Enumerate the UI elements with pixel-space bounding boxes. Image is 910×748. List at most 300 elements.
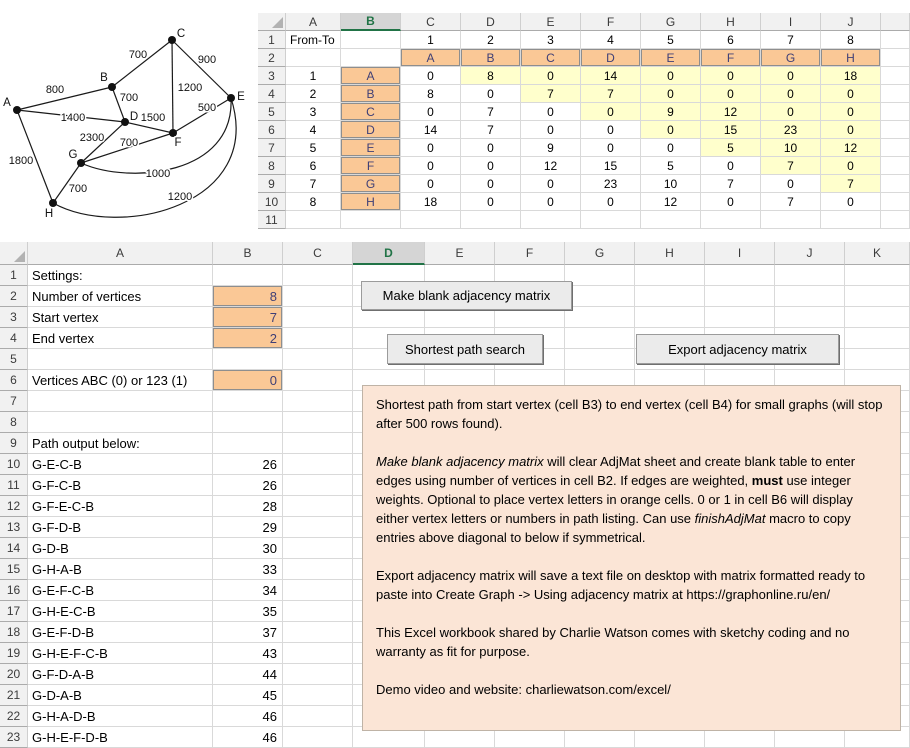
cell[interactable]: 0	[761, 67, 821, 85]
cell[interactable]: 4	[581, 31, 641, 49]
cell[interactable]	[705, 265, 775, 286]
row-header-8[interactable]: 8	[0, 412, 28, 433]
cell-B15[interactable]: 33	[213, 559, 283, 580]
info-text-segment: Demo video and website: charliewatson.com/excel/	[376, 682, 671, 697]
row-header-11[interactable]: 11	[0, 475, 28, 496]
cell[interactable]: 0	[581, 193, 641, 211]
cell-B1[interactable]	[213, 265, 283, 286]
cell[interactable]	[283, 475, 353, 496]
cell[interactable]: 18	[401, 193, 461, 211]
cell-B2[interactable]: 8	[213, 286, 283, 307]
cell[interactable]: 8	[821, 31, 881, 49]
cell[interactable]	[881, 139, 910, 157]
cell-A7[interactable]	[28, 391, 213, 412]
cell[interactable]	[565, 307, 635, 328]
cell[interactable]	[881, 211, 910, 229]
cell[interactable]: 0	[521, 121, 581, 139]
column-header-J[interactable]: J	[821, 13, 881, 31]
cell[interactable]: 1	[401, 31, 461, 49]
row-header-16[interactable]: 16	[0, 580, 28, 601]
cell[interactable]: 7	[286, 175, 341, 193]
cell-B20[interactable]: 44	[213, 664, 283, 685]
cell[interactable]: 0	[521, 103, 581, 121]
cell-B6[interactable]: 0	[213, 370, 283, 391]
column-header-J[interactable]: J	[775, 242, 845, 265]
column-header-C[interactable]: C	[401, 13, 461, 31]
cell[interactable]: From-To	[286, 31, 341, 49]
row-header-14[interactable]: 14	[0, 538, 28, 559]
cell-B3[interactable]: 7	[213, 307, 283, 328]
cell[interactable]: 7	[761, 31, 821, 49]
cell[interactable]	[283, 370, 353, 391]
cell[interactable]: 0	[401, 103, 461, 121]
cell[interactable]	[425, 307, 495, 328]
cell[interactable]: D	[581, 49, 641, 67]
cell[interactable]: 0	[461, 139, 521, 157]
cell[interactable]: 0	[821, 193, 881, 211]
cell[interactable]: 0	[821, 85, 881, 103]
cell[interactable]: 0	[461, 157, 521, 175]
cell[interactable]: 0	[461, 175, 521, 193]
table-row	[258, 31, 910, 49]
edge-weight-D-G: 2300	[79, 132, 105, 144]
column-header-F[interactable]: F	[495, 242, 565, 265]
row-header-7[interactable]: 7	[258, 139, 286, 157]
cell[interactable]: 12	[701, 103, 761, 121]
table-row	[258, 211, 910, 229]
cell[interactable]: G	[341, 175, 401, 193]
cell[interactable]: 0	[521, 67, 581, 85]
cell[interactable]: 0	[701, 193, 761, 211]
cell-A19[interactable]: G-H-E-F-C-B	[28, 643, 213, 664]
cell[interactable]: 0	[461, 193, 521, 211]
cell[interactable]: 8	[286, 193, 341, 211]
cell[interactable]	[705, 286, 775, 307]
cell[interactable]	[283, 286, 353, 307]
cell[interactable]: 0	[581, 139, 641, 157]
row-header-23[interactable]: 23	[0, 727, 28, 748]
cell[interactable]	[283, 643, 353, 664]
cell-B8[interactable]	[213, 412, 283, 433]
column-header-C[interactable]: C	[283, 242, 353, 265]
cell[interactable]: 5	[641, 157, 701, 175]
cell[interactable]: 12	[521, 157, 581, 175]
cell[interactable]	[283, 664, 353, 685]
cell[interactable]	[283, 580, 353, 601]
cell[interactable]: 0	[641, 85, 701, 103]
info-text-segment: will clear AdjMat sheet and create blank table to enter edges using number of vertices in cell B2. If edges are weighted,	[376, 454, 856, 488]
cell[interactable]: A	[401, 49, 461, 67]
cell-B14[interactable]: 30	[213, 538, 283, 559]
cell[interactable]	[283, 601, 353, 622]
cell[interactable]	[635, 307, 705, 328]
row-header-15[interactable]: 15	[0, 559, 28, 580]
row-header-8[interactable]: 8	[258, 157, 286, 175]
cell-A13[interactable]: G-F-D-B	[28, 517, 213, 538]
cell[interactable]	[283, 685, 353, 706]
column-header-G[interactable]: G	[565, 242, 635, 265]
row-header-7[interactable]: 7	[0, 391, 28, 412]
cell[interactable]	[283, 328, 353, 349]
row-header-12[interactable]: 12	[0, 496, 28, 517]
row-header-5[interactable]: 5	[0, 349, 28, 370]
cell-B18[interactable]: 37	[213, 622, 283, 643]
cell[interactable]: 15	[701, 121, 761, 139]
column-header-E[interactable]: E	[521, 13, 581, 31]
cell[interactable]: 0	[401, 157, 461, 175]
cell[interactable]	[283, 727, 353, 748]
cell[interactable]	[845, 265, 910, 286]
cell[interactable]	[775, 286, 845, 307]
cell[interactable]	[283, 622, 353, 643]
cell[interactable]: 1	[286, 67, 341, 85]
row-header-2[interactable]: 2	[258, 49, 286, 67]
cell[interactable]: 7	[761, 193, 821, 211]
column-header-E[interactable]: E	[425, 242, 495, 265]
cell[interactable]: 0	[701, 67, 761, 85]
cell[interactable]: 0	[401, 67, 461, 85]
cell[interactable]	[283, 454, 353, 475]
column-header-D[interactable]: D	[353, 242, 425, 265]
cell[interactable]: 7	[521, 85, 581, 103]
column-header-H[interactable]: H	[701, 13, 761, 31]
cell[interactable]	[283, 265, 353, 286]
row-header-2[interactable]: 2	[0, 286, 28, 307]
table-row	[258, 121, 910, 139]
table-row	[258, 175, 910, 193]
cell[interactable]	[881, 49, 910, 67]
cell[interactable]: 6	[286, 157, 341, 175]
cell[interactable]	[341, 31, 401, 49]
edge-weight-F-G: 700	[119, 137, 139, 149]
cell[interactable]: 0	[521, 175, 581, 193]
cell[interactable]: 5	[286, 139, 341, 157]
cell[interactable]: 9	[641, 103, 701, 121]
cell[interactable]: H	[821, 49, 881, 67]
cell[interactable]: E	[341, 139, 401, 157]
select-all-corner[interactable]	[258, 13, 286, 31]
node-A	[13, 106, 21, 114]
cell-A16[interactable]: G-E-F-C-B	[28, 580, 213, 601]
cell[interactable]	[283, 517, 353, 538]
cell-A2[interactable]: Number of vertices	[28, 286, 213, 307]
cell-A18[interactable]: G-E-F-D-B	[28, 622, 213, 643]
column-header-F[interactable]: F	[581, 13, 641, 31]
info-paragraph	[376, 623, 887, 661]
cell-B19[interactable]: 43	[213, 643, 283, 664]
export-adjacency-matrix-button[interactable]: Export adjacency matrix	[636, 334, 839, 364]
cell-A12[interactable]: G-F-E-C-B	[28, 496, 213, 517]
cell-A15[interactable]: G-H-A-B	[28, 559, 213, 580]
cell[interactable]	[881, 175, 910, 193]
row-header-6[interactable]: 6	[258, 121, 286, 139]
cell[interactable]: 7	[461, 103, 521, 121]
cell[interactable]	[881, 85, 910, 103]
row-header-10[interactable]: 10	[258, 193, 286, 211]
cell[interactable]	[581, 211, 641, 229]
cell[interactable]	[881, 157, 910, 175]
row-header-22[interactable]: 22	[0, 706, 28, 727]
info-text-segment: Make blank adjacency matrix	[376, 454, 544, 469]
cell-A14[interactable]: G-D-B	[28, 538, 213, 559]
cell[interactable]: 0	[761, 103, 821, 121]
cell[interactable]: 2	[461, 31, 521, 49]
cell[interactable]	[283, 433, 353, 454]
cell[interactable]	[565, 286, 635, 307]
cell-A3[interactable]: Start vertex	[28, 307, 213, 328]
info-text-segment: This Excel workbook shared by Charlie Watson comes with sketchy coding and no warranty as fit for purpose.	[376, 625, 850, 659]
row-header-3[interactable]: 3	[258, 67, 286, 85]
column-header-partial[interactable]	[881, 13, 910, 31]
row-header-5[interactable]: 5	[258, 103, 286, 121]
cell[interactable]	[881, 121, 910, 139]
cell-B13[interactable]: 29	[213, 517, 283, 538]
cell[interactable]: F	[701, 49, 761, 67]
cell[interactable]	[283, 538, 353, 559]
row-header-3[interactable]: 3	[0, 307, 28, 328]
cell[interactable]	[635, 286, 705, 307]
cell[interactable]: 10	[641, 175, 701, 193]
cell[interactable]	[821, 211, 881, 229]
cell[interactable]: 0	[701, 85, 761, 103]
cell[interactable]: 23	[761, 121, 821, 139]
cell-A9[interactable]: Path output below:	[28, 433, 213, 454]
cell-B5[interactable]	[213, 349, 283, 370]
cell[interactable]	[283, 706, 353, 727]
row-header-9[interactable]: 9	[258, 175, 286, 193]
cell[interactable]	[845, 328, 910, 349]
cell-A17[interactable]: G-H-E-C-B	[28, 601, 213, 622]
cell[interactable]: 6	[701, 31, 761, 49]
cell-B23[interactable]: 46	[213, 727, 283, 748]
cell[interactable]	[283, 391, 353, 412]
cell[interactable]: 0	[641, 67, 701, 85]
column-header-A[interactable]: A	[286, 13, 341, 31]
node-label-G: G	[68, 149, 78, 161]
row-header-18[interactable]: 18	[0, 622, 28, 643]
cell-A6[interactable]: Vertices ABC (0) or 123 (1)	[28, 370, 213, 391]
column-header-B[interactable]: B	[213, 242, 283, 265]
cell[interactable]: 5	[641, 31, 701, 49]
cell[interactable]: G	[761, 49, 821, 67]
info-text-box	[362, 385, 901, 731]
cell[interactable]	[341, 211, 401, 229]
cell[interactable]	[495, 307, 565, 328]
cell[interactable]: 3	[521, 31, 581, 49]
column-header-A[interactable]: A	[28, 242, 213, 265]
cell[interactable]	[775, 265, 845, 286]
cell[interactable]: 0	[821, 103, 881, 121]
cell-B17[interactable]: 35	[213, 601, 283, 622]
cell[interactable]: B	[461, 49, 521, 67]
column-header-D[interactable]: D	[461, 13, 521, 31]
cell[interactable]: H	[341, 193, 401, 211]
cell[interactable]: B	[341, 85, 401, 103]
cell[interactable]: 0	[821, 157, 881, 175]
cell[interactable]: 7	[821, 175, 881, 193]
cell[interactable]	[641, 211, 701, 229]
cell[interactable]: 23	[581, 175, 641, 193]
cell[interactable]	[775, 307, 845, 328]
cell-A4[interactable]: End vertex	[28, 328, 213, 349]
cell[interactable]: 12	[641, 193, 701, 211]
cell[interactable]	[286, 49, 341, 67]
cell[interactable]	[845, 286, 910, 307]
cell[interactable]	[881, 193, 910, 211]
cell[interactable]: 0	[821, 121, 881, 139]
cell[interactable]	[845, 307, 910, 328]
row-header-21[interactable]: 21	[0, 685, 28, 706]
node-H	[49, 199, 57, 207]
cell[interactable]: 18	[821, 67, 881, 85]
node-label-H: H	[44, 208, 54, 220]
shortest-path-search-button[interactable]: Shortest path search	[387, 334, 543, 364]
column-header-H[interactable]: H	[635, 242, 705, 265]
cell-A8[interactable]	[28, 412, 213, 433]
cell[interactable]: D	[341, 121, 401, 139]
row-header-19[interactable]: 19	[0, 643, 28, 664]
cell[interactable]	[283, 349, 353, 370]
table-row	[258, 103, 910, 121]
cell[interactable]: 5	[701, 139, 761, 157]
cell[interactable]: 10	[761, 139, 821, 157]
cell[interactable]: 8	[461, 67, 521, 85]
edge-weight-B-D: 700	[119, 92, 139, 104]
cell[interactable]	[705, 307, 775, 328]
cell[interactable]: 0	[401, 175, 461, 193]
cell-A11[interactable]: G-F-C-B	[28, 475, 213, 496]
cell-A1[interactable]: Settings:	[28, 265, 213, 286]
cell[interactable]	[283, 412, 353, 433]
edge-weight-G-E: 1000	[145, 168, 171, 180]
row-header-4[interactable]: 4	[0, 328, 28, 349]
cell[interactable]	[461, 211, 521, 229]
cell[interactable]: A	[341, 67, 401, 85]
cell[interactable]: 8	[401, 85, 461, 103]
cell[interactable]	[341, 49, 401, 67]
row-header-20[interactable]: 20	[0, 664, 28, 685]
row-header-13[interactable]: 13	[0, 517, 28, 538]
cell[interactable]: 3	[286, 103, 341, 121]
cell-B10[interactable]: 26	[213, 454, 283, 475]
column-header-G[interactable]: G	[641, 13, 701, 31]
cell-A5[interactable]	[28, 349, 213, 370]
cell[interactable]	[283, 307, 353, 328]
cell[interactable]: 14	[401, 121, 461, 139]
cell[interactable]: 9	[521, 139, 581, 157]
cell-B22[interactable]: 46	[213, 706, 283, 727]
cell-B16[interactable]: 34	[213, 580, 283, 601]
cell[interactable]	[401, 211, 461, 229]
cell[interactable]: 0	[761, 175, 821, 193]
cell[interactable]	[761, 211, 821, 229]
cell[interactable]	[845, 349, 910, 370]
cell[interactable]: 0	[761, 85, 821, 103]
cell[interactable]	[881, 31, 910, 49]
cell-B21[interactable]: 45	[213, 685, 283, 706]
cell-A10[interactable]: G-E-C-B	[28, 454, 213, 475]
cell[interactable]: 0	[641, 139, 701, 157]
column-header-B[interactable]: B	[341, 13, 401, 31]
cell[interactable]	[283, 559, 353, 580]
cell[interactable]	[701, 211, 761, 229]
row-header-1[interactable]: 1	[258, 31, 286, 49]
cell-B7[interactable]	[213, 391, 283, 412]
row-header-6[interactable]: 6	[0, 370, 28, 391]
cell-A22[interactable]: G-H-A-D-B	[28, 706, 213, 727]
node-label-D: D	[129, 111, 139, 123]
column-header-I[interactable]: I	[705, 242, 775, 265]
header-row	[258, 13, 910, 31]
edge-weight-A-H: 1800	[8, 155, 34, 167]
cell[interactable]: C	[521, 49, 581, 67]
cell[interactable]: 7	[701, 175, 761, 193]
cell[interactable]	[286, 211, 341, 229]
cell[interactable]: 7	[581, 85, 641, 103]
row-header-10[interactable]: 10	[0, 454, 28, 475]
cell[interactable]: 0	[401, 139, 461, 157]
cell[interactable]	[565, 328, 635, 349]
cell[interactable]	[353, 307, 425, 328]
cell[interactable]: 12	[821, 139, 881, 157]
cell-B11[interactable]: 26	[213, 475, 283, 496]
row-header-1[interactable]: 1	[0, 265, 28, 286]
cell-B12[interactable]: 28	[213, 496, 283, 517]
cell[interactable]: E	[641, 49, 701, 67]
select-all-corner[interactable]	[0, 242, 28, 265]
node-label-B: B	[100, 72, 108, 84]
cell[interactable]: 2	[286, 85, 341, 103]
column-header-K[interactable]: K	[845, 242, 910, 265]
cell[interactable]: 0	[701, 157, 761, 175]
make-blank-adjacency-matrix-button[interactable]: Make blank adjacency matrix	[361, 281, 572, 310]
cell[interactable]	[521, 211, 581, 229]
cell[interactable]	[881, 103, 910, 121]
cell-A20[interactable]: G-F-D-A-B	[28, 664, 213, 685]
cell[interactable]: 7	[761, 157, 821, 175]
row-header-9[interactable]: 9	[0, 433, 28, 454]
node-label-F: F	[174, 137, 182, 149]
cell-B9[interactable]	[213, 433, 283, 454]
cell[interactable]	[881, 67, 910, 85]
cell[interactable]: 7	[461, 121, 521, 139]
cell[interactable]: F	[341, 157, 401, 175]
cell[interactable]: 0	[581, 121, 641, 139]
cell-A21[interactable]: G-D-A-B	[28, 685, 213, 706]
column-header-I[interactable]: I	[761, 13, 821, 31]
cell[interactable]	[635, 265, 705, 286]
edge-weight-A-D: 1400	[60, 112, 86, 124]
edge-weight-B-C: 700	[128, 49, 148, 61]
cell[interactable]: 0	[641, 121, 701, 139]
row-header-11[interactable]: 11	[258, 211, 286, 229]
row-header-17[interactable]: 17	[0, 601, 28, 622]
row-header-4[interactable]: 4	[258, 85, 286, 103]
info-paragraph	[376, 566, 887, 604]
cell[interactable]: C	[341, 103, 401, 121]
cell[interactable]: 0	[521, 193, 581, 211]
cell[interactable]: 4	[286, 121, 341, 139]
cell-A23[interactable]: G-H-E-F-D-B	[28, 727, 213, 748]
cell[interactable]: 0	[581, 103, 641, 121]
cell[interactable]: 14	[581, 67, 641, 85]
cell-B4[interactable]: 2	[213, 328, 283, 349]
cell[interactable]: 15	[581, 157, 641, 175]
cell[interactable]: 0	[461, 85, 521, 103]
cell[interactable]	[283, 496, 353, 517]
cell[interactable]	[565, 265, 635, 286]
cell[interactable]	[565, 349, 635, 370]
